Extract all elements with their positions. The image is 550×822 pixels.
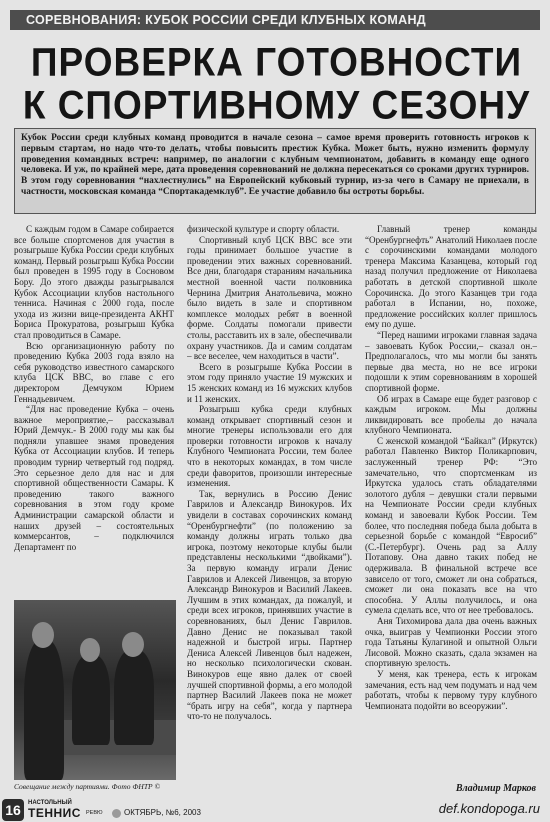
issue-info: ОКТЯБРЬ, №6, 2003 (124, 808, 201, 817)
paragraph: Розыгрыш кубка среди клубных команд открывает спортивный сезон и многие тренеры использовали его для проверки готовности игроков к началу Клубного Чемпионата России, тем более что в некоторых командах, в том числе среди фаворитов, произошли интересные изменения. (187, 404, 352, 489)
photo-caption: Совещание между партиями. Фото ФНТР © (14, 782, 161, 791)
watermark-site: def.kondopoga.ru (438, 801, 540, 816)
page-number: 16 (2, 799, 24, 821)
paragraph: У меня, как тренера, есть к игрокам замечания, есть над чем подумать и над чем работать, чтобы к первому туру клубного Чемпионата подойти во всеоружии”. (365, 668, 537, 711)
paragraph: Всего в розыгрыше Кубка России в этом году приняло участие 19 мужских и 15 женских команд из 16 мужских клубов и 11 женских. (187, 361, 352, 404)
ball-icon (112, 809, 121, 818)
column-2 (187, 224, 352, 804)
paragraph: С женской командой “Байкал” (Иркутск) работал Павленко Виктор Поликарпович, заслуженный тренер РФ: “Это замечательно, что спортсменкам из Иркутска удалось стать обладателями золотого дубля – девушки стали первыми на Чемпионате России среди клубных команд и завоевали Кубок России. Тем более, что последняя победа была добыта в серьезной борьбе с командой “Евросиб” (С.-Петербург). Очень рад за Аллу Потапову. Она давно таких побед не одерживала. В финальной встрече все зависело от того, сможет ли она собраться, сможет ли она показать все на что способна. У Аллы получилось, и она сумела сделать все, что от нее требовалось. (365, 435, 537, 616)
lead-paragraph: Кубок России среди клубных команд проводится в начале сезона – самое время проверить готовность игроков к первым стартам, но надо что-то делать, чтобы повысить престиж Кубка. Может быть, нужно изменить формулу проведения командных встреч: например, по аналогии с клубным чемпионатом, добавить в команду еще одного человека. И уж, по крайней мере, дата проведения соревнований не должна пересекаться со сроками других турниров. В этом году соревнования “нахлестнулись” на Европейский кубковый турнир, из-за чего в Самару не приехали, в частности, московская команда “Спортакадемклуб”. Ее участие добавило бы остроты борьбы. (14, 128, 536, 214)
paragraph: Всю организационную работу по проведению Кубка 2003 года взяло на себя руководство известного самарского клуба ЦСК ВВС, во главе с его директором Демчуком Юрием Геннадьевичем. (14, 340, 174, 404)
page-footer (0, 797, 550, 822)
person-head (80, 638, 100, 662)
person-figure (72, 655, 110, 745)
article-headline (14, 41, 539, 127)
paragraph: Спортивный клуб ЦСК ВВС все эти годы принимает большое участие в проведении этих важных соревнований. Все дни, благодаря стараниям начальника местной военной части полковника Чернина Дмитрия Анатольевича, можно было видеть в зале и спортивном комплексе молодых ребят в военной форме. Солдаты помогали привести столы, расставить их в зале, обеспечивали охрану участников. Да и самим солдатам – все веселее, чем находиться в части”. (187, 234, 352, 362)
person-figure (114, 650, 154, 745)
person-head (122, 632, 144, 657)
section-header: СОРЕВНОВАНИЯ: КУБОК РОССИИ СРЕДИ КЛУБНЫХ КОМАНД (10, 10, 540, 30)
meeting-photo (14, 600, 176, 780)
headline-line-1: ПРОВЕРКА ГОТОВНОСТИ (30, 39, 523, 84)
paragraph: Так, вернулись в Россию Денис Гаврилов и Александр Винокуров. Их увидели в составах сорочинских команд “Оренбургнефти” (по положению за команду должны играть только два игрока, поэтому некоторые клубы были представлены несколькими “двойками”). За первую команду играли Денис Гаврилов и Алексей Ливенцов, за вторую Александр Винокуров и Василий Лакеев. Лучшим в этих командах, да пожалуй, и среди всех игроков, принявших участие в соревнованиях, был Денис Гаврилов. Давно Денис не показывал такой надежной и быстрой игры. Партнер Дениса Алексей Ливенцов был надежен, но несколько психологически скован. Винокуров еще явно далек от своей лучшей спортивной формы, а его молодой партнер Василий Лакеев пока не может “брать игру на себя”, когда у партнера что-то не получалось. (187, 488, 352, 722)
paragraph: “Перед нашими игроками главная задача – завоевать Кубок России,– сказал он.– Предполагалось, что мы могли бы занять первые два места, но не все игроки подошли к этим соревнованиям в хорошей спортивной форме. (365, 329, 537, 393)
magazine-logo-name: ТЕННИС (28, 806, 81, 820)
column-3 (365, 224, 537, 779)
magazine-logo-top: НАСТОЛЬНЫЙ (28, 800, 72, 806)
paragraph: Об играх в Самаре еще будет разговор с каждым игроком. Мы должны ликвидировать все пробелы до начала клубного Чемпионата. (365, 393, 537, 436)
paragraph: Главный тренер команды “Оренбургнефть” Анатолий Николаев после с сорочинскими командами молодого тренера Максима Казанцева, который год назад получил предложение от Николаева работать в детской спортивной школе Сорочинска. До этого Казанцев три года работал в Испании, но, похоже, предложение российских коллег пришлось ему по душе. (365, 224, 537, 330)
paragraph: Аня Тихомирова дала два очень важных очка, выиграв у Чемпионки России этого года Татьяны Кулагиной и опытной Ольги Лисовой. Можно сказать, сдала экзамен на спортивную зрелость. (365, 615, 537, 669)
person-head (32, 622, 54, 648)
headline-line-2: К СПОРТИВНОМУ СЕЗОНУ (22, 82, 531, 128)
paragraph: физической культуре и спорту области. (187, 224, 340, 234)
column-1 (14, 224, 174, 594)
paragraph: С каждым годом в Самаре собирается все больше спортсменов для участия в розыгрыше Кубка России среди клубных команд. Первый розыгрыш Кубка России был проведен в 1995 году в Сосновом Бору. До этого дважды разыгрывался Кубок Ассоциации клубов настольного тенниса. Начиная с 2000 года, после ухода из жизни вице-президента АКНТ Бориса Прокуратова, розыгрыш Кубка стал проводиться в Самаре. (14, 224, 174, 340)
person-figure (24, 640, 64, 780)
magazine-logo-sub: РЕВЮ (86, 810, 103, 816)
article-author: Владимир Марков (455, 783, 536, 794)
paragraph: “Для нас проведение Кубка – очень важное мероприятие,– рассказывал Юрий Демчук.- В 2000 году мы как бы подняли упавшее знамя проведения Кубка от Ассоциации клубов. И теперь проводим турнир четвертый год подряд. Это серьезное дело для нас и для спортивной общественности Самары. К проведению такого важного соревнования в этом году кроме Администрации самарской области и наших друзей – состоятельных коммерсантов, – подключился Департамент по (14, 404, 174, 552)
